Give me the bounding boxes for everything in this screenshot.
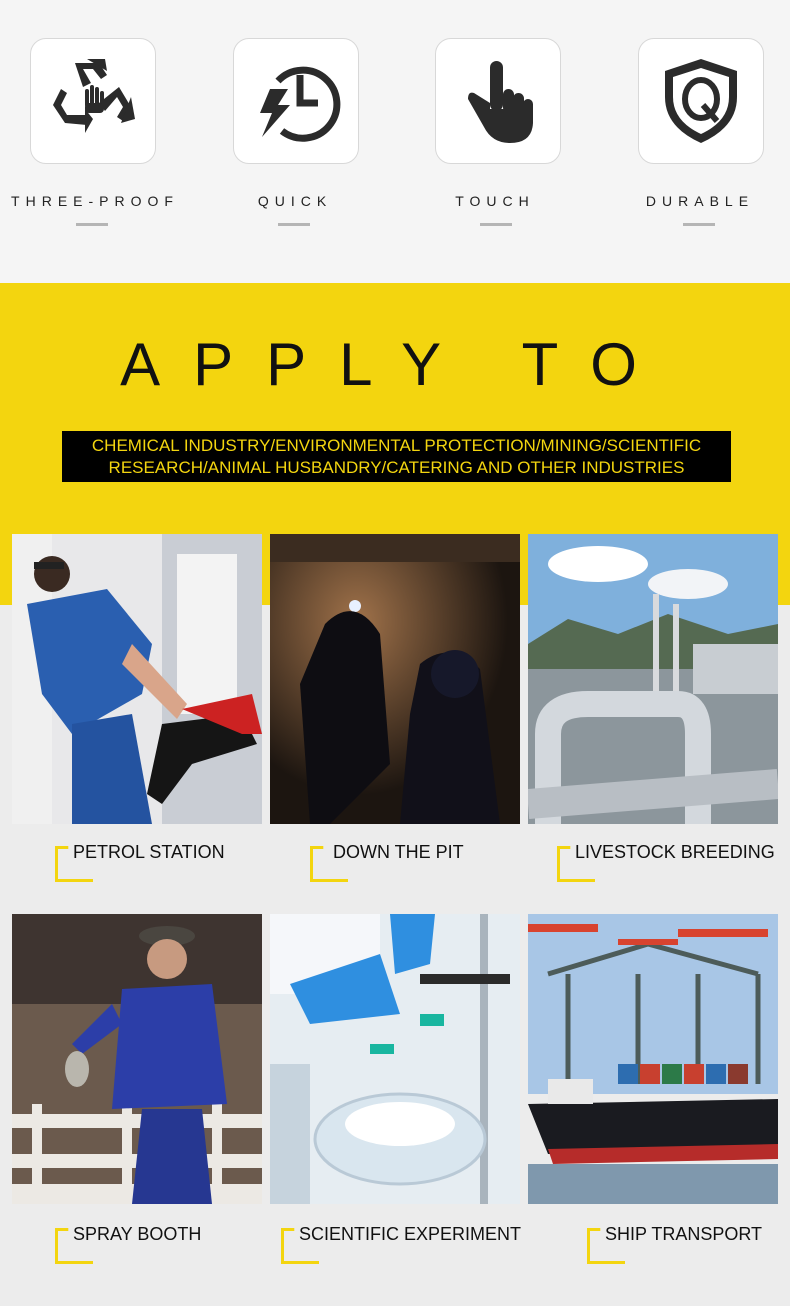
industries-banner	[62, 431, 731, 482]
caption-label: SPRAY BOOTH	[73, 1224, 202, 1244]
feature-label: DURABLE	[645, 193, 755, 209]
photo-livestock-breeding	[528, 534, 778, 824]
industries-line: CHEMICAL INDUSTRY/ENVIRONMENTAL PROTECTION/MINING/SCIENTIFIC	[91, 436, 702, 455]
photo-ship-transport	[528, 914, 778, 1204]
divider	[76, 223, 108, 226]
feature-label: QUICK	[257, 193, 333, 209]
caption-petrol-station	[55, 842, 275, 882]
features-section	[0, 0, 790, 283]
photo-down-the-pit	[270, 534, 520, 824]
caption-scientific-experiment	[281, 1224, 526, 1264]
feature-label: THREE-PROOF	[11, 193, 179, 209]
feature-label: TOUCH	[455, 193, 535, 209]
caption-label: SHIP TRANSPORT	[605, 1224, 763, 1244]
caption-ship-transport	[587, 1224, 777, 1264]
caption-label: LIVESTOCK BREEDING	[575, 842, 775, 862]
divider	[278, 223, 310, 226]
page-title: APPLY TO	[120, 331, 670, 398]
lightning-clock-icon	[233, 38, 359, 164]
photo-spray-booth	[12, 914, 262, 1204]
photo-scientific-experiment	[270, 914, 520, 1204]
recycle-hand-icon	[30, 38, 156, 164]
divider	[683, 223, 715, 226]
q-shield-icon	[638, 38, 764, 164]
caption-down-the-pit	[310, 842, 530, 882]
photo-petrol-station	[12, 534, 262, 824]
pointing-hand-icon	[435, 38, 561, 164]
caption-spray-booth	[55, 1224, 275, 1264]
caption-label: DOWN THE PIT	[333, 842, 464, 862]
divider	[480, 223, 512, 226]
industries-line: RESEARCH/ANIMAL HUSBANDRY/CATERING AND OTHER INDUSTRIES	[108, 458, 685, 477]
caption-label: SCIENTIFIC EXPERIMENT	[299, 1224, 522, 1244]
caption-livestock-breeding	[557, 842, 777, 882]
caption-label: PETROL STATION	[73, 842, 225, 862]
